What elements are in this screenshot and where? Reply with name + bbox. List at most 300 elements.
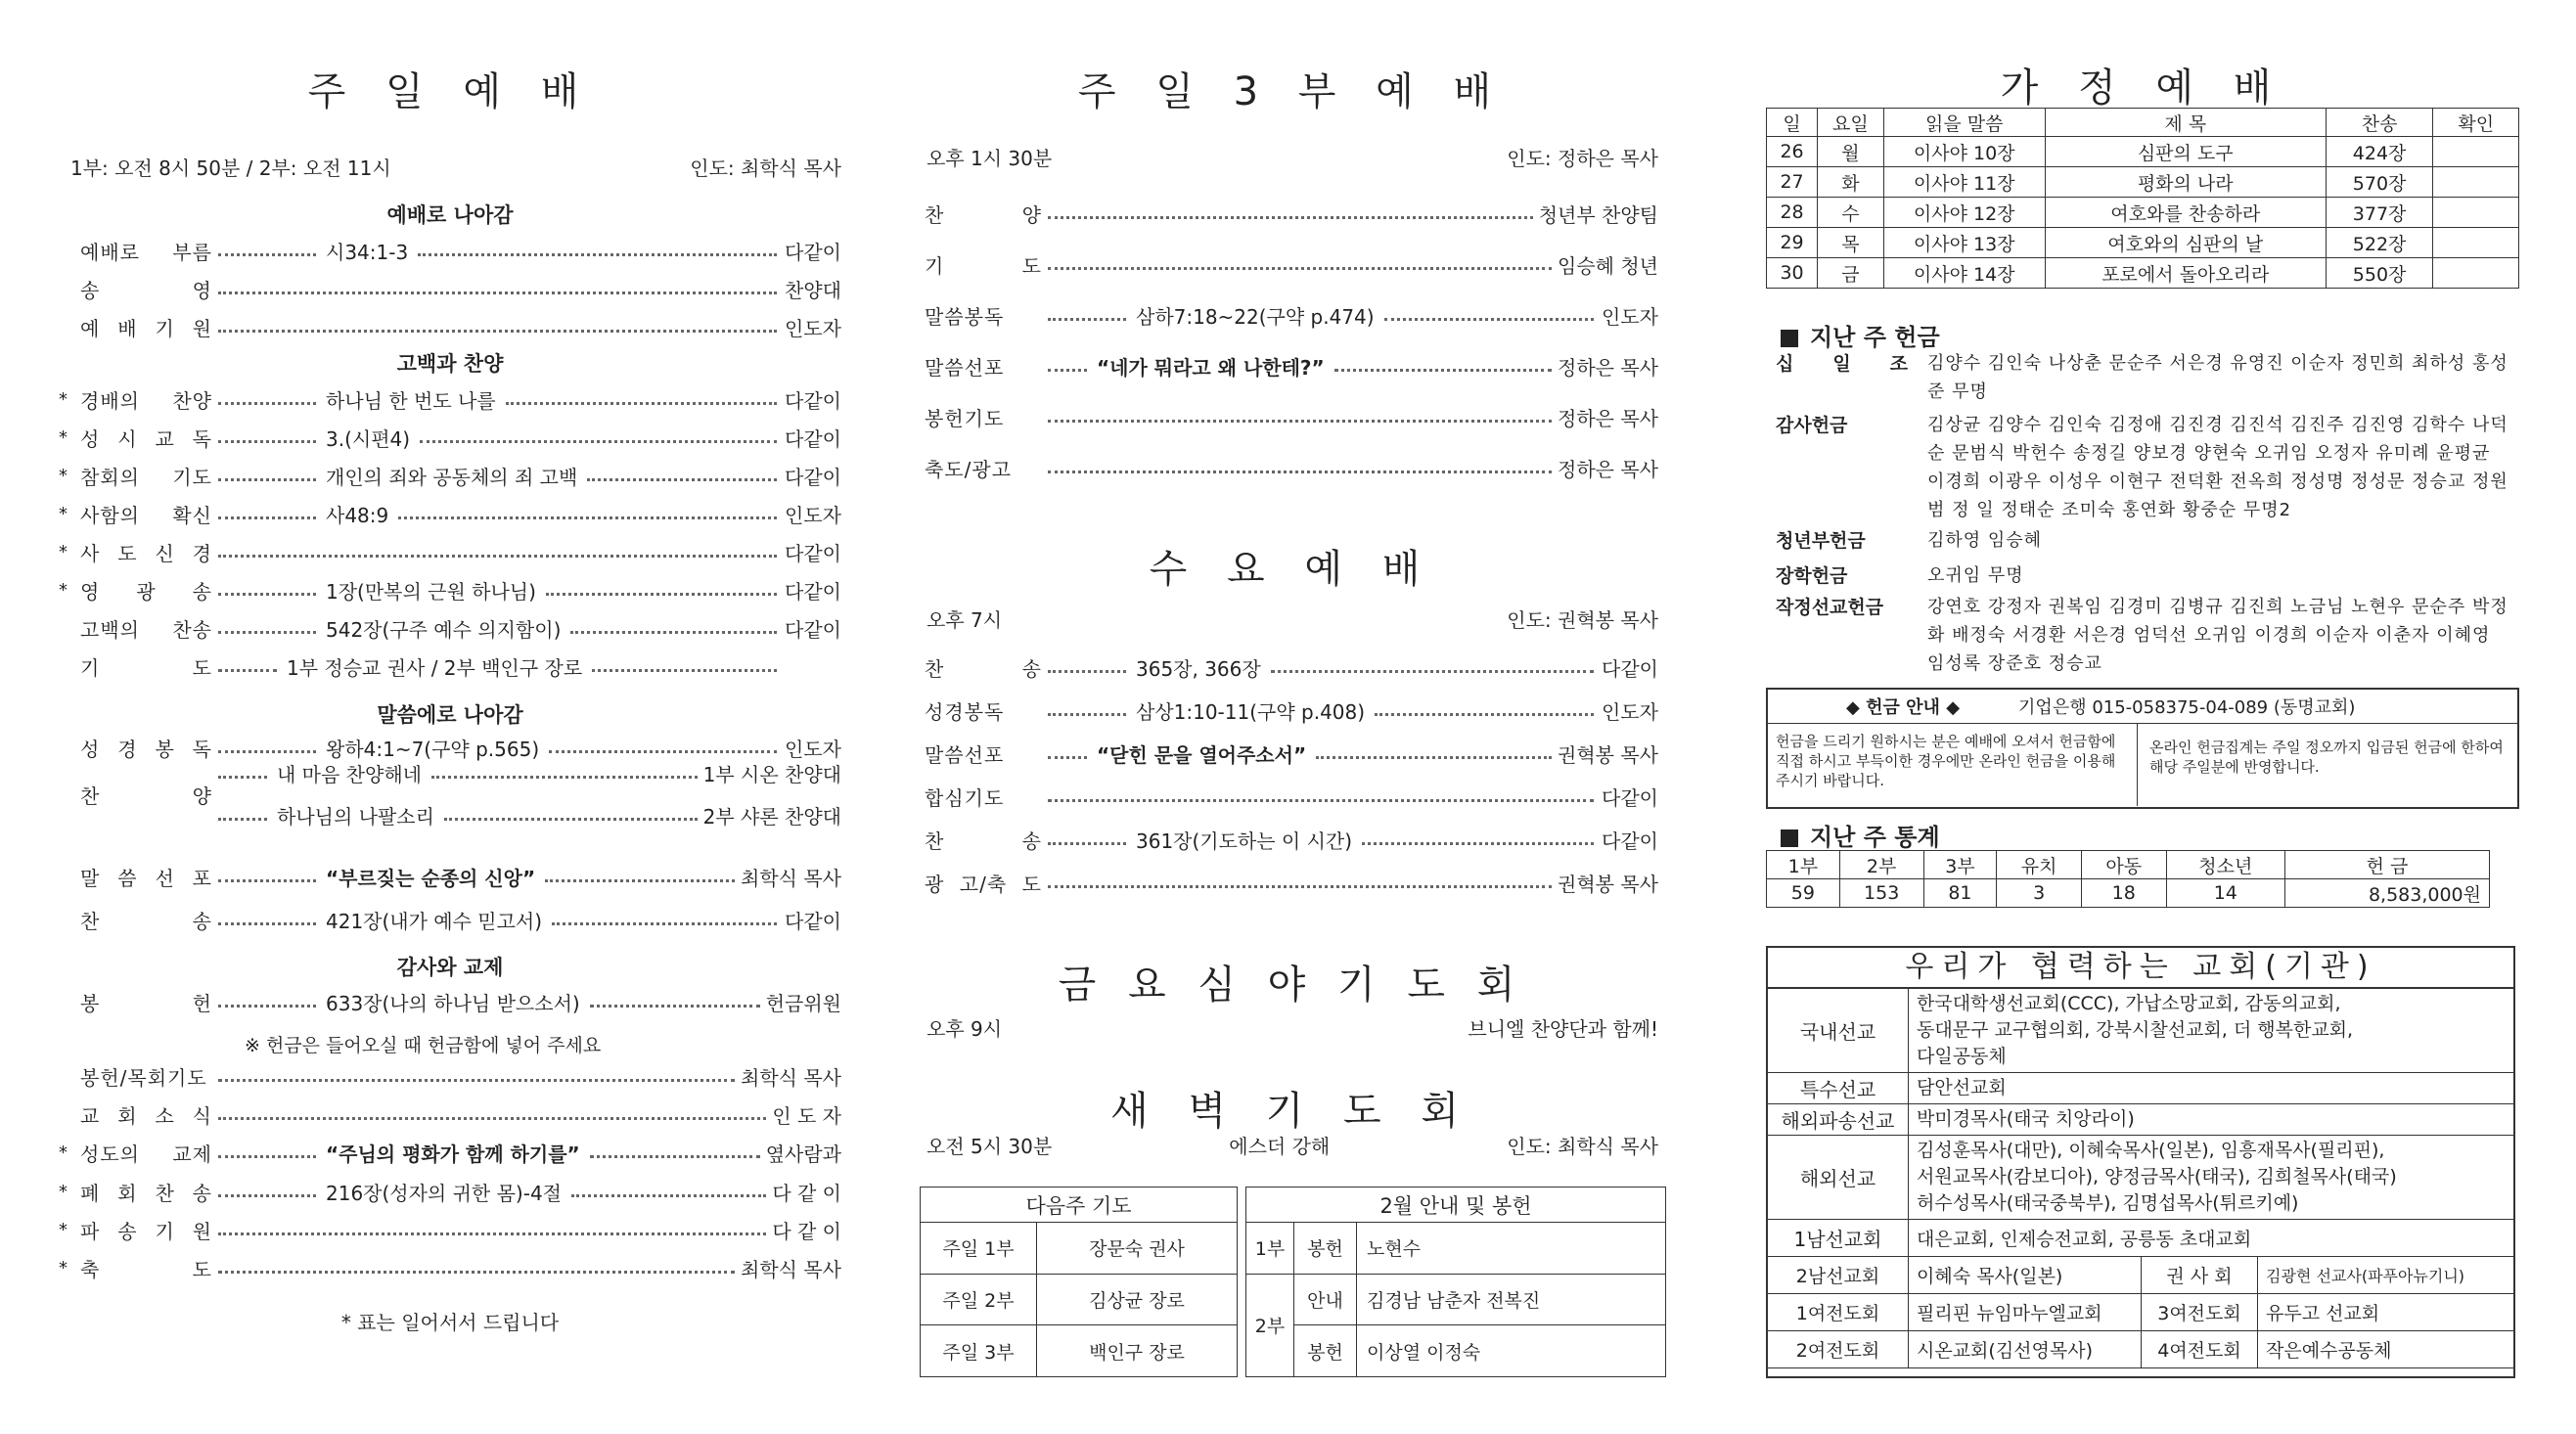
table-header: 확인 bbox=[2433, 109, 2519, 137]
table-row bbox=[1768, 1073, 2513, 1104]
schedule-person: 정하은 목사 bbox=[1558, 458, 1658, 481]
schedule-row bbox=[59, 313, 841, 341]
schedule-row bbox=[59, 906, 841, 934]
leader-dots bbox=[1375, 713, 1594, 716]
schedule-label: 합심기도 bbox=[925, 786, 1005, 810]
schedule-label: 경배의 찬양 bbox=[80, 389, 212, 413]
offering-names: 김하영 임승혜 bbox=[1927, 530, 2043, 551]
leader-dots bbox=[444, 818, 698, 821]
leader-dots bbox=[1334, 369, 1552, 372]
section-heading: 예배로 나아감 bbox=[386, 203, 514, 227]
leader-dots bbox=[1048, 842, 1126, 845]
standing-marker: * bbox=[59, 427, 68, 448]
schedule-row bbox=[59, 385, 841, 414]
standing-marker: * bbox=[59, 466, 68, 486]
leader-dots bbox=[1316, 756, 1552, 759]
schedule-person: 인 도 자 bbox=[772, 1104, 841, 1128]
schedule-label: 성 시 교 독 bbox=[80, 427, 212, 451]
sunday-service-title: 주 일 예 배 bbox=[307, 69, 593, 114]
schedule-detail: “네가 뭐라고 왜 나한테?” bbox=[1097, 356, 1325, 380]
schedule-detail: “주님의 평화가 함께 하기를” bbox=[326, 1143, 580, 1166]
partner-line: 담안선교회 bbox=[1917, 1077, 2007, 1098]
partner-list: 필리핀 뉴임마누엘교회 bbox=[1909, 1294, 2142, 1331]
leader-dots bbox=[587, 478, 777, 481]
partner-title: 우리가 협력하는 교회(기관) bbox=[1768, 948, 2513, 988]
schedule-person: 다같이 bbox=[785, 241, 841, 264]
leader-dots bbox=[1048, 670, 1126, 673]
schedule-person: 옆사람과 bbox=[765, 1143, 841, 1166]
schedule-subline bbox=[212, 801, 841, 829]
leader-dots bbox=[218, 818, 267, 821]
schedule-row bbox=[925, 783, 1658, 811]
table-cell: 26 bbox=[1767, 137, 1818, 167]
table-cell: 59 bbox=[1767, 879, 1840, 908]
table-header-row bbox=[1767, 109, 2519, 137]
table-header: 헌 금 bbox=[2285, 851, 2490, 879]
schedule-person: 다 같 이 bbox=[772, 1182, 841, 1205]
leader-dots bbox=[431, 776, 698, 779]
offering-row bbox=[1776, 349, 2519, 406]
table-row bbox=[1768, 1104, 2513, 1136]
schedule-detail: 1부 정승교 권사 / 2부 백인구 장로 bbox=[287, 656, 583, 680]
leader-dots bbox=[218, 402, 316, 405]
schedule-row bbox=[59, 275, 841, 303]
table-cell: 153 bbox=[1839, 879, 1923, 908]
leader-dots bbox=[545, 879, 735, 882]
leader-dots bbox=[218, 631, 316, 634]
table-cell: 심판의 도구 bbox=[2045, 137, 2326, 167]
table-row bbox=[1767, 258, 2519, 289]
service-time: 1부: 오전 8시 50분 / 2부: 오전 11시 bbox=[70, 157, 391, 180]
sunday-service-info bbox=[70, 153, 841, 181]
leader-dots bbox=[1048, 799, 1594, 802]
table-cell: 장문숙 권사 bbox=[1037, 1223, 1238, 1275]
schedule-person: 정하은 목사 bbox=[1558, 407, 1658, 430]
partner-list: 김광현 선교사(파푸아뉴기니) bbox=[2258, 1257, 2514, 1294]
table-header: 일 bbox=[1767, 109, 1818, 137]
leader-dots bbox=[218, 440, 316, 443]
table-header: 3부 bbox=[1923, 851, 1997, 879]
schedule-person: 인도자 bbox=[785, 738, 841, 761]
partner-list: 작은예수공동체 bbox=[2258, 1331, 2514, 1368]
notice-left: 헌금을 드리기 원하시는 분은 예배에 오셔서 헌금함에 직접 하시고 부득이한 경우에만 온라인 헌금을 이용해 주시기 바랍니다. bbox=[1768, 724, 2138, 806]
leader-dots bbox=[549, 750, 777, 753]
leader-dots bbox=[218, 478, 316, 481]
schedule-detail: 왕하4:1~7(구약 p.565) bbox=[326, 738, 540, 761]
table-cell: 14 bbox=[2166, 879, 2284, 908]
partner-category: 3여전도회 bbox=[2142, 1294, 2258, 1331]
leader-dots bbox=[218, 1079, 735, 1082]
schedule-label: 말 씀 선 포 bbox=[80, 867, 212, 890]
leader-dots bbox=[218, 1005, 316, 1008]
table-cell bbox=[2433, 228, 2519, 258]
partner-line: 다일공동체 bbox=[1917, 1046, 2007, 1067]
family-worship-title: 가 정 예 배 bbox=[2000, 66, 2285, 111]
schedule-label: 고백의 찬송 bbox=[80, 618, 212, 642]
leader-dots bbox=[218, 776, 267, 779]
schedule-label: 봉 헌 bbox=[80, 992, 212, 1015]
schedule-detail: 421장(내가 예수 믿고서) bbox=[326, 910, 543, 933]
schedule-label: 말씀선포 bbox=[925, 356, 1005, 380]
table-cell: 백인구 장로 bbox=[1037, 1325, 1238, 1377]
table-cell: 8,583,000원 bbox=[2285, 879, 2490, 908]
schedule-person: 다 같 이 bbox=[772, 1220, 841, 1243]
schedule-detail: 542장(구주 예수 의지함이) bbox=[326, 618, 562, 642]
leader-dots bbox=[218, 1117, 766, 1120]
table-cell: 이사야 10장 bbox=[1883, 137, 2045, 167]
schedule-label: 예 배 기 원 bbox=[80, 317, 212, 340]
schedule-person: 다같이 bbox=[1602, 657, 1658, 681]
offering-names: 김양수 김인숙 나상춘 문순주 서은경 유영진 이순자 정민희 최하성 홍성준 무명 bbox=[1927, 353, 2508, 402]
offering-notice-box bbox=[1766, 688, 2519, 809]
service-leader: 인도: 정하은 목사 bbox=[1507, 147, 1658, 170]
schedule-row bbox=[59, 734, 841, 762]
schedule-detail: 365장, 366장 bbox=[1136, 657, 1261, 681]
table-cell: 여호와의 심판의 날 bbox=[2045, 228, 2326, 258]
table-header: 1부 bbox=[1767, 851, 1840, 879]
schedule-label: 광 고/축 도 bbox=[925, 873, 1042, 896]
partner-line: 박미경목사(태국 치앙라이) bbox=[1917, 1108, 2135, 1130]
leader-dots bbox=[1048, 885, 1552, 888]
schedule-label: 송 영 bbox=[80, 279, 212, 302]
third-service-info bbox=[926, 143, 1658, 171]
partner-list bbox=[1909, 1073, 2514, 1104]
wednesday-service-info bbox=[926, 605, 1658, 633]
schedule-label: 영 광 송 bbox=[80, 580, 212, 604]
schedule-label: 사함의 확신 bbox=[80, 504, 212, 527]
leader-dots bbox=[218, 750, 316, 753]
leader-dots bbox=[218, 879, 316, 882]
schedule-person: 권혁봉 목사 bbox=[1558, 873, 1658, 896]
schedule-person: 최학식 목사 bbox=[741, 1258, 841, 1281]
schedule-subline bbox=[212, 759, 841, 787]
schedule-detail: 216장(성자의 귀한 몸)-4절 bbox=[326, 1182, 562, 1205]
partner-category: 1남선교회 bbox=[1768, 1220, 1909, 1257]
schedule-detail: 361장(기도하는 이 시간) bbox=[1136, 829, 1353, 853]
partner-list: 유두고 선교회 bbox=[2258, 1294, 2514, 1331]
schedule-person: 헌금위원 bbox=[765, 992, 841, 1015]
prayer-text: 에스더 강해 bbox=[1229, 1135, 1331, 1158]
standing-marker: * bbox=[59, 389, 68, 410]
schedule-label: 성경봉독 bbox=[925, 700, 1005, 724]
offering-names: 김상균 김양수 김인숙 김정애 김진경 김진석 김진주 김진영 김학수 나덕순 문범식 박헌수 송정길 양보경 양현숙 오귀임 오정자 유미례 윤평균 이경희 이광우 이성우 이현구 전덕환 전옥희 정성명 정성문 정승교 정원범 정 일 정태순 조미숙 홍연화 황중순 무명2 bbox=[1927, 415, 2508, 520]
offering-row bbox=[1776, 526, 2519, 555]
standing-marker: * bbox=[59, 1220, 68, 1240]
schedule-detail: 1장(만복의 근원 하나님) bbox=[326, 580, 536, 604]
schedule-row bbox=[59, 1139, 841, 1167]
offering-names: 오귀임 무명 bbox=[1927, 565, 2024, 586]
schedule-person: 청년부 찬양팀 bbox=[1538, 203, 1658, 227]
square-bullet-icon bbox=[1781, 829, 1798, 847]
table-row bbox=[1768, 1257, 2513, 1294]
table-cell bbox=[2433, 167, 2519, 198]
partner-list bbox=[1909, 989, 2514, 1073]
schedule-row bbox=[925, 739, 1658, 768]
schedule-detail: 삼하7:18~22(구약 p.474) bbox=[1136, 305, 1375, 329]
table-cell: 주일 2부 bbox=[921, 1274, 1037, 1325]
schedule-person: 다같이 bbox=[785, 427, 841, 451]
family-worship-table bbox=[1766, 108, 2519, 289]
schedule-person: 최학식 목사 bbox=[741, 867, 841, 890]
service-leader: 인도: 권혁봉 목사 bbox=[1507, 608, 1658, 632]
table-row bbox=[1768, 1294, 2513, 1331]
schedule-person: 권혁봉 목사 bbox=[1558, 743, 1658, 767]
table-cell: 1부 bbox=[1246, 1223, 1294, 1275]
schedule-row bbox=[59, 538, 841, 566]
partner-line: 동대문구 교구협의회, 강북시찰선교회, 더 행복한교회, bbox=[1917, 1019, 2354, 1041]
offering-names: 강연호 강정자 권복임 김경미 김병규 김진희 노금님 노현우 문순주 박정화 배정숙 서경환 서은경 엄덕선 오귀임 이경희 이순자 이춘자 이혜영 임성록 장준호 정승교 bbox=[1927, 597, 2508, 674]
schedule-person: 찬양대 bbox=[785, 279, 841, 302]
schedule-label: 기 도 bbox=[925, 254, 1042, 278]
offering-label: 십 일 조 bbox=[1776, 353, 1908, 375]
schedule-detail: 시34:1-3 bbox=[326, 241, 409, 264]
table-cell: 노현수 bbox=[1357, 1223, 1666, 1275]
offering-label: 장학헌금 bbox=[1776, 565, 1848, 587]
schedule-person: 인도자 bbox=[785, 504, 841, 527]
partner-list: 시온교회(김선영목사) bbox=[1909, 1331, 2142, 1368]
schedule-label: 파 송 기 원 bbox=[80, 1220, 212, 1243]
table-cell: 평화의 나라 bbox=[2045, 167, 2326, 198]
prayer-note: 브니엘 찬양단과 함께! bbox=[1468, 1017, 1658, 1041]
schedule-person: 다같이 bbox=[785, 466, 841, 489]
schedule-label: 찬 양 bbox=[925, 203, 1042, 227]
next-week-prayer-table bbox=[920, 1187, 1238, 1377]
table-cell: 봉헌 bbox=[1294, 1223, 1357, 1275]
leader-dots bbox=[592, 669, 777, 672]
table-cell bbox=[2433, 258, 2519, 289]
table-cell: 이사야 12장 bbox=[1883, 198, 2045, 228]
leader-dots bbox=[218, 669, 277, 672]
schedule-label: 찬 송 bbox=[80, 910, 212, 933]
partner-line: 서원교목사(캄보디아), 양정금목사(태국), 김희철목사(태국) bbox=[1917, 1166, 2397, 1188]
notice-right: 온라인 헌금집계는 주일 정오까지 입금된 헌금에 한하여 해당 주일분에 반영합니다. bbox=[2149, 739, 2504, 776]
schedule-row bbox=[925, 869, 1658, 897]
schedule-row bbox=[59, 652, 841, 681]
table-header: 2월 안내 및 봉헌 bbox=[1246, 1188, 1666, 1223]
table-cell: 이상열 이정숙 bbox=[1357, 1325, 1666, 1377]
leader-dots bbox=[1048, 216, 1533, 219]
schedule-row bbox=[925, 301, 1658, 330]
leader-dots bbox=[1048, 267, 1552, 270]
schedule-row bbox=[925, 696, 1658, 725]
schedule-label: 사 도 신 경 bbox=[80, 542, 212, 565]
schedule-row bbox=[59, 1254, 841, 1282]
leader-dots bbox=[218, 922, 316, 925]
table-cell: 29 bbox=[1767, 228, 1818, 258]
schedule-row bbox=[59, 1216, 841, 1244]
partner-churches-box bbox=[1766, 946, 2515, 1378]
table-cell: 월 bbox=[1818, 137, 1884, 167]
leader-dots bbox=[420, 440, 777, 443]
leader-dots bbox=[1048, 369, 1087, 372]
table-header: 청소년 bbox=[2166, 851, 2284, 879]
table-cell: 목 bbox=[1818, 228, 1884, 258]
schedule-person: 다같이 bbox=[785, 910, 841, 933]
table-cell bbox=[2433, 198, 2519, 228]
leader-dots bbox=[1048, 471, 1552, 473]
notice-bank: 기업은행 015-058375-04-089 (동명교회) bbox=[2018, 697, 2356, 718]
schedule-person: 다같이 bbox=[785, 542, 841, 565]
table-cell: 81 bbox=[1923, 879, 1997, 908]
leader-dots bbox=[1048, 420, 1552, 423]
leader-dots bbox=[1362, 842, 1594, 845]
offering-row bbox=[1776, 561, 2519, 590]
schedule-label: 말씀선포 bbox=[925, 743, 1005, 767]
section-heading: 감사와 교제 bbox=[396, 956, 504, 979]
leader-dots bbox=[590, 1005, 760, 1008]
schedule-row bbox=[925, 454, 1658, 482]
table-cell: 3 bbox=[1997, 879, 2082, 908]
offering-heading-text: 지난 주 헌금 bbox=[1810, 324, 1940, 351]
table-cell: 377장 bbox=[2326, 198, 2433, 228]
schedule-detail: 사48:9 bbox=[326, 504, 389, 527]
partner-category: 2남선교회 bbox=[1768, 1257, 1909, 1294]
table-row bbox=[1767, 137, 2519, 167]
table-cell: 28 bbox=[1767, 198, 1818, 228]
schedule-detail: 삼상1:10-11(구약 p.408) bbox=[1136, 700, 1366, 724]
table-cell: 주일 1부 bbox=[921, 1223, 1037, 1275]
schedule-row bbox=[59, 576, 841, 605]
table-row bbox=[1767, 167, 2519, 198]
table-cell: 봉헌 bbox=[1294, 1325, 1357, 1377]
schedule-detail: 633장(나의 하나님 받으소서) bbox=[326, 992, 580, 1015]
table-cell: 김경남 남춘자 전복진 bbox=[1357, 1274, 1666, 1325]
standing-marker: * bbox=[59, 1258, 68, 1278]
schedule-label: 성 경 봉 독 bbox=[80, 738, 212, 761]
leader-dots bbox=[218, 253, 316, 256]
schedule-person: 다같이 bbox=[785, 389, 841, 413]
schedule-row bbox=[925, 826, 1658, 854]
stats-heading-text: 지난 주 통계 bbox=[1810, 824, 1940, 851]
leader-dots bbox=[418, 253, 777, 256]
schedule-label: 찬 송 bbox=[925, 657, 1042, 681]
leader-dots bbox=[398, 516, 777, 519]
dawn-prayer-info bbox=[926, 1131, 1658, 1159]
partner-category: 2여전도회 bbox=[1768, 1331, 1909, 1368]
partner-list bbox=[1909, 1104, 2514, 1136]
schedule-detail: 하나님의 나팔소리 bbox=[277, 805, 434, 829]
schedule-row bbox=[59, 500, 841, 528]
schedule-label: 찬 송 bbox=[925, 829, 1042, 853]
notice-body bbox=[1768, 724, 2517, 806]
partner-list: 대은교회, 인제승전교회, 공릉동 초대교회 bbox=[1909, 1220, 2514, 1257]
leader-dots bbox=[1048, 318, 1126, 321]
table-row bbox=[1768, 1331, 2513, 1368]
service-time: 오후 7시 bbox=[926, 608, 1003, 632]
table-header: 아동 bbox=[2081, 851, 2166, 879]
table-cell: 이사야 11장 bbox=[1883, 167, 2045, 198]
schedule-label: 폐 회 찬 송 bbox=[80, 1182, 212, 1205]
service-time: 오후 1시 30분 bbox=[926, 147, 1053, 170]
partner-category: 권 사 회 bbox=[2142, 1257, 2258, 1294]
table-cell: 주일 3부 bbox=[921, 1325, 1037, 1377]
schedule-person: 최학식 목사 bbox=[741, 1066, 841, 1090]
schedule-label: 기 도 bbox=[80, 656, 212, 680]
schedule-label: 성도의 교제 bbox=[80, 1143, 212, 1166]
table-cell: 570장 bbox=[2326, 167, 2433, 198]
partner-line: 김성훈목사(대만), 이혜숙목사(일본), 임흥재목사(필리핀), bbox=[1917, 1140, 2385, 1161]
section-heading: 말씀에로 나아감 bbox=[377, 703, 523, 727]
table-cell: 금 bbox=[1818, 258, 1884, 289]
table-row bbox=[1767, 879, 2490, 908]
schedule-row bbox=[925, 250, 1658, 279]
schedule-label: 말씀봉독 bbox=[925, 305, 1005, 329]
partner-category: 4여전도회 bbox=[2142, 1331, 2258, 1368]
table-header: 유치 bbox=[1997, 851, 2082, 879]
standing-marker: * bbox=[59, 504, 68, 524]
leader-dots bbox=[218, 555, 777, 558]
table-cell: 안내 bbox=[1294, 1274, 1357, 1325]
partner-line: 한국대학생선교회(CCC), 가납소망교회, 감동의교회, bbox=[1917, 993, 2341, 1014]
schedule-person: 다같이 bbox=[785, 618, 841, 642]
partner-category: 특수선교 bbox=[1768, 1073, 1909, 1104]
table-header-row bbox=[1767, 851, 2490, 879]
table-cell: 수 bbox=[1818, 198, 1884, 228]
schedule-row bbox=[925, 200, 1658, 228]
partner-category: 해외선교 bbox=[1768, 1136, 1909, 1220]
table-header: 찬송 bbox=[2326, 109, 2433, 137]
table-cell: 이사야 13장 bbox=[1883, 228, 2045, 258]
schedule-person: 다같이 bbox=[1602, 786, 1658, 810]
schedule-person: 정하은 목사 bbox=[1558, 356, 1658, 380]
leader-dots bbox=[590, 1155, 760, 1158]
schedule-person: 다같이 bbox=[1602, 829, 1658, 853]
leader-dots bbox=[218, 330, 777, 333]
schedule-person: 인도자 bbox=[785, 317, 841, 340]
partner-list bbox=[1909, 1136, 2514, 1220]
table-row bbox=[1767, 228, 2519, 258]
schedule-row bbox=[59, 759, 841, 829]
offering-row bbox=[1776, 593, 2519, 678]
table-row bbox=[1768, 1136, 2513, 1220]
offering-row bbox=[1776, 411, 2519, 524]
schedule-label: 봉헌/목회기도 bbox=[80, 1066, 207, 1090]
standing-marker: * bbox=[59, 1182, 68, 1202]
square-bullet-icon bbox=[1781, 330, 1798, 347]
leader-dots bbox=[546, 593, 777, 596]
table-cell: 522장 bbox=[2326, 228, 2433, 258]
leader-dots bbox=[218, 1232, 766, 1235]
schedule-detail: 3.(시편4) bbox=[326, 427, 411, 451]
schedule-label: 봉헌기도 bbox=[925, 407, 1005, 430]
partner-category: 1여전도회 bbox=[1768, 1294, 1909, 1331]
table-cell: 화 bbox=[1818, 167, 1884, 198]
table-cell: 포로에서 돌아오리라 bbox=[2045, 258, 2326, 289]
table-header: 제 목 bbox=[2045, 109, 2326, 137]
table-header: 읽을 말씀 bbox=[1883, 109, 2045, 137]
leader-dots bbox=[1384, 318, 1594, 321]
schedule-multi bbox=[212, 759, 841, 829]
leader-dots bbox=[552, 922, 777, 925]
leader-dots bbox=[218, 291, 777, 294]
table-cell: 김상균 장로 bbox=[1037, 1274, 1238, 1325]
leader-dots bbox=[218, 1194, 316, 1197]
schedule-row bbox=[925, 653, 1658, 682]
schedule-person: 임승혜 청년 bbox=[1558, 254, 1658, 278]
offering-label: 작정선교헌금 bbox=[1776, 597, 1884, 618]
offering-note: ※ 헌금은 들어오실 때 헌금함에 넣어 주세요 bbox=[245, 1035, 602, 1056]
schedule-row bbox=[59, 1100, 841, 1129]
schedule-person: 1부 시온 찬양대 bbox=[702, 763, 841, 786]
table-cell: 여호와를 찬송하라 bbox=[2045, 198, 2326, 228]
february-guide-table bbox=[1245, 1187, 1666, 1377]
leader-dots bbox=[1048, 756, 1087, 759]
schedule-person: 인도자 bbox=[1602, 305, 1658, 329]
schedule-row bbox=[925, 403, 1658, 431]
table-cell: 이사야 14장 bbox=[1883, 258, 2045, 289]
table-row bbox=[1767, 198, 2519, 228]
prayer-time: 오전 5시 30분 bbox=[926, 1135, 1053, 1158]
